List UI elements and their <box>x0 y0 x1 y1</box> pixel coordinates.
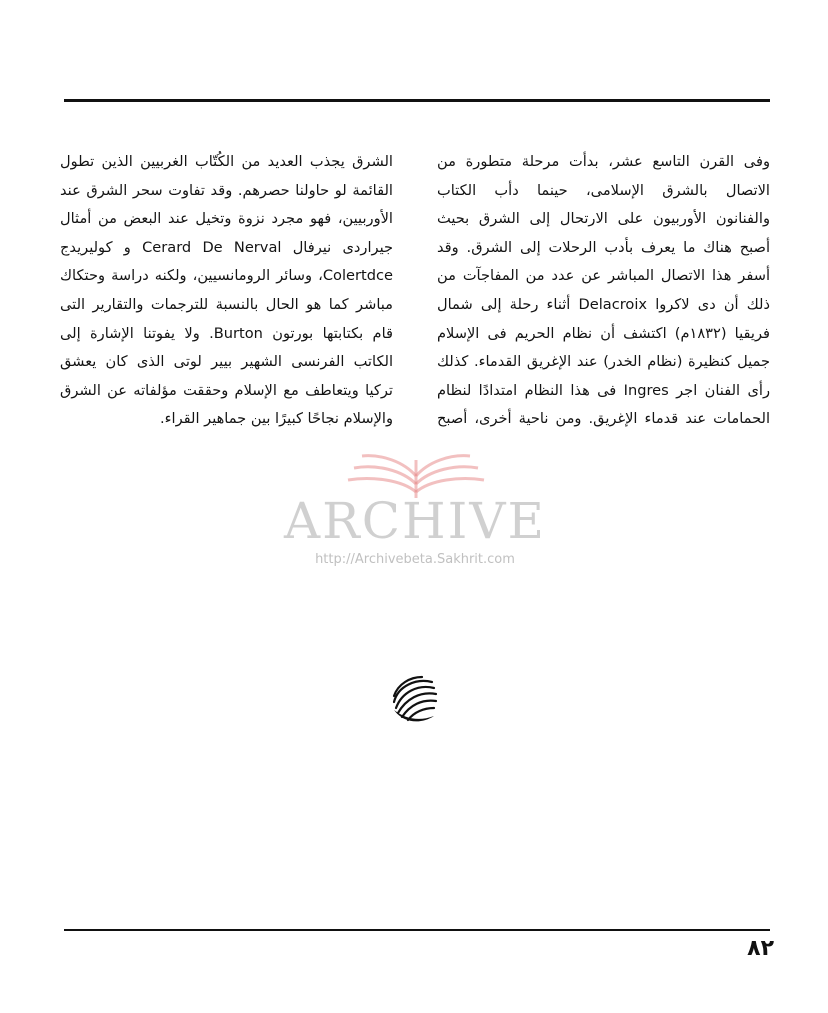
text-line: والإسلام نجاحًا كبيرًا بين جماهير القراء. <box>160 410 393 428</box>
text-line: أصبح هناك ما يعرف بأدب الرحلات إلى الشرق. وقد <box>437 238 770 256</box>
text-column-right <box>437 148 770 434</box>
text-line: قام بكتابتها بورتون Burton. ولا يفوتنا الإشارة إلى <box>60 324 393 342</box>
text-line: Colertdce، وسائر الرومانسيين، ولكنه دراسة وحتكاك <box>60 267 393 285</box>
text-line: جيراردى نيرفال Cerard De Nerval و كوليريدج <box>60 238 393 256</box>
text-line: وفى القرن التاسع عشر، بدأت مرحلة متطورة من <box>437 153 770 170</box>
text-line: أسفر هذا الاتصال المباشر عن عدد من المفاجآت من <box>437 267 770 285</box>
text-line: الكاتب الفرنسى الشهير بيير لوتى الذى كان يعشق <box>60 353 393 371</box>
text-line: رأى الفنان اجر Ingres فى هذا النظام امتدادًا لنظام <box>437 381 770 399</box>
text-line: مباشر كما هو الحال بالنسبة للترجمات والتقارير التى <box>60 295 393 313</box>
top-rule <box>64 99 770 102</box>
bottom-rule <box>64 929 770 931</box>
text-line: الاتصال بالشرق الإسلامى، حينما دأب الكتاب <box>437 181 770 199</box>
watermark-url: http://Archivebeta.Sakhrit.com <box>315 552 515 567</box>
open-book-icon <box>342 440 490 500</box>
decorative-ornament-icon <box>388 672 440 724</box>
text-line: الشرق يجذب العديد من الكُتّاب الغربيين الذين تطول <box>60 153 393 170</box>
text-line: الحمامات عند قدماء الإغريق. ومن ناحية أخرى، أصبح <box>437 410 770 428</box>
text-line: ذلك أن دى لاكروا Delacroix أثناء رحلة إلى شمال <box>437 295 770 313</box>
text-line: تركيا ويتعاطف مع الإسلام وحققت مؤلفاته عن الشرق <box>60 381 393 399</box>
text-line: جميل كنظيرة (نظام الخدر) عند الإغريق القدماء. كذلك <box>437 353 770 371</box>
text-line: والفنانون الأوربيون على الارتحال إلى الشرق بحيث <box>437 210 770 228</box>
text-line: الأوربيين، فهو مجرد نزوة وتخيل عند البعض من أمثال <box>60 210 393 228</box>
text-line: فريقيا (١٨٣٢م) اكتشف أن نظام الحريم فى الإسلام <box>437 324 770 342</box>
page-number: ٨٢ <box>747 936 774 961</box>
text-column-left <box>60 148 393 434</box>
text-line: القائمة لو حاولنا حصرهم. وقد تفاوت سحر الشرق عند <box>60 181 393 199</box>
archive-watermark <box>270 440 560 580</box>
watermark-title: ARCHIVE <box>284 492 546 550</box>
